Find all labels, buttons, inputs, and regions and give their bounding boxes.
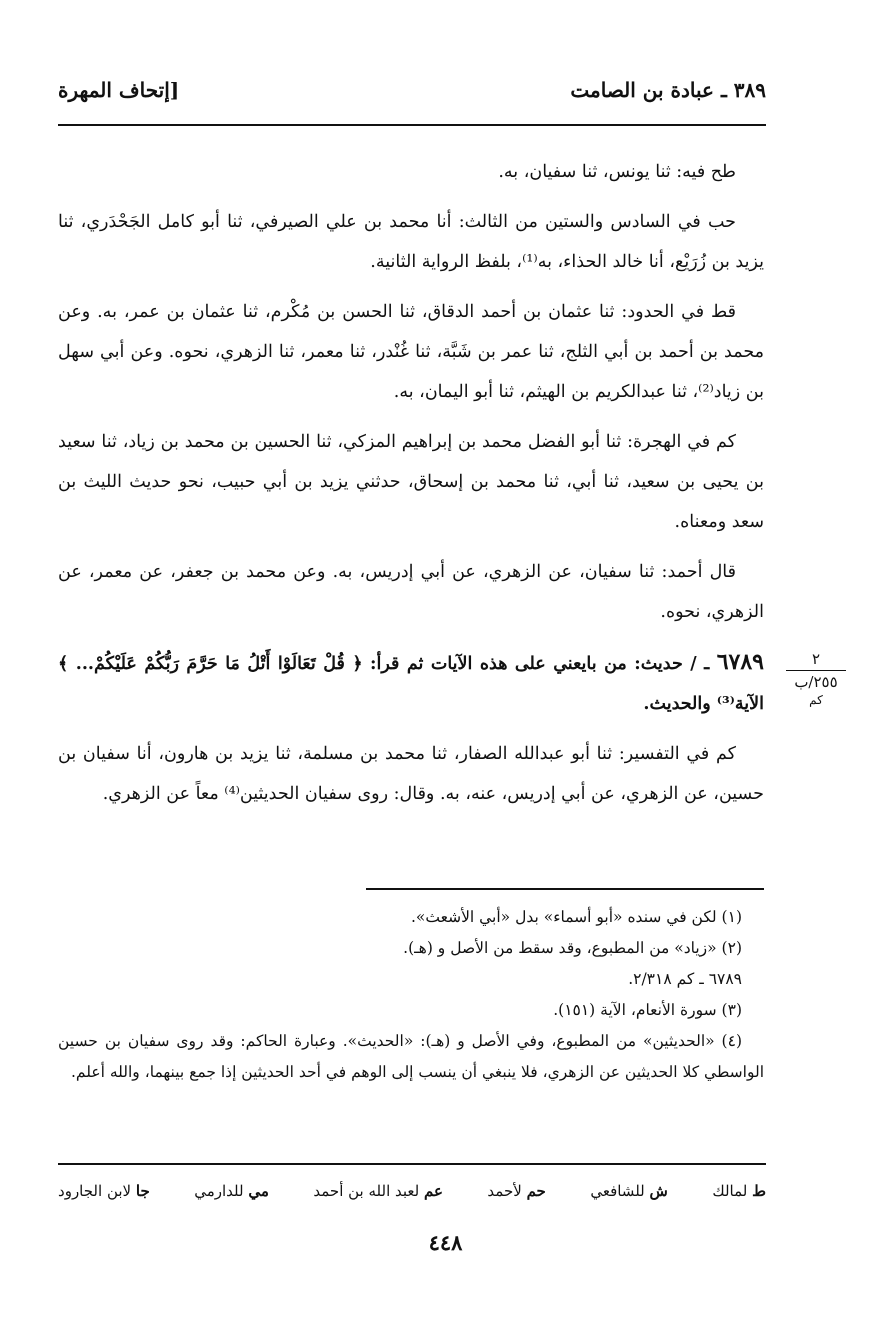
margin-note (786, 648, 846, 707)
footnote: (٣) سورة الأنعام، الآية (١٥١). (553, 1001, 742, 1019)
paragraph: قال أحمد: ثنا سفيان، عن الزهري، عن أبي إدريس، به. وعن محمد بن جعفر، عن معمر، عن الزهري، نحوه. (58, 562, 764, 622)
key-item: ش للشافعي (590, 1182, 668, 1200)
header-rule (58, 124, 766, 126)
key-item: ط لمالك (712, 1182, 766, 1200)
footnote: (٢) «زياد» من المطبوع، وقد سقط من الأصل و (هـ). (403, 939, 742, 957)
abbreviation-key (58, 1178, 766, 1204)
running-header (58, 70, 766, 110)
margin-note-volume: ٢ (786, 648, 846, 671)
margin-note-source: كم (809, 693, 823, 707)
hadith-entry (58, 642, 764, 724)
key-rule (58, 1163, 766, 1165)
paragraph: حب في السادس والستين من الثالث: أنا محمد بن علي الصيرفي، ثنا أبو كامل الجَحْدَري، ثنا يزيد بن زُرَيْع، أنا خالد الحذاء، به⁽¹⁾، بلفظ الرواية الثانية. (58, 212, 764, 272)
key-item: عم لعبد الله بن أحمد (313, 1182, 443, 1200)
footnotes (58, 902, 764, 1088)
hadith-number: ٦٧٨٩ (716, 649, 764, 675)
footnote-rule (366, 888, 764, 890)
paragraph: كم في التفسير: ثنا أبو عبدالله الصفار، ثنا محمد بن مسلمة، ثنا يزيد بن هارون، أنا سفيان بن حسين، عن الزهري، عن أبي إدريس، عنه، به. وقال: روى سفيان الحديثين⁽⁴⁾ معاً عن الزهري. (58, 744, 764, 804)
key-item: حم لأحمد (487, 1182, 546, 1200)
margin-note-folio: ٢٥٥/ب (794, 673, 838, 691)
header-chapter-title: ٣٨٩ ـ عبادة بن الصامت (570, 78, 766, 102)
paragraph: طح فيه: ثنا يونس، ثنا سفيان، به. (498, 162, 736, 182)
footnote: (١) لكن في سنده «أبو أسماء» بدل «أبي الأشعث». (410, 908, 742, 926)
paragraph: قط في الحدود: ثنا عثمان بن أحمد الدقاق، ثنا الحسن بن مُكْرم، ثنا عثمان بن عمر، به. وعن محمد بن أحمد بن أبي الثلج، ثنا عمر بن شَبَّة، ثنا غُنْدر، ثنا معمر، ثنا الزهري، نحوه. وعن أبي سهل بن زياد⁽²⁾، ثنا عبدالكريم بن الهيثم، ثنا أبو اليمان، به. (58, 302, 764, 402)
key-item: مي للدارمي (194, 1182, 269, 1200)
page-number: ٤٤٨ (428, 1230, 463, 1255)
header-book-title: [إتحاف المهرة (58, 78, 180, 102)
footnote: (٤) «الحديثين» من المطبوع، وفي الأصل و (هـ): «الحديث». وعبارة الحاكم: وقد روى سفيان بن حسين الواسطي كلا الحديثين عن الزهري، فلا ينبغي أن ينسب إلى الوهم في أحد الحديثين إذا جمع بينهما، والله أعلم. (58, 1032, 764, 1081)
paragraph: كم في الهجرة: ثنا أبو الفضل محمد بن إبراهيم المزكي، ثنا الحسين بن محمد بن زياد، ثنا سعيد بن يحيى بن سعيد، ثنا أبي، ثنا محمد بن إسحاق، حدثني يزيد بن أبي حبيب، نحو حديث الليث بن سعد ومعناه. (58, 432, 764, 532)
key-item: جا لابن الجارود (58, 1182, 150, 1200)
hadith-text: ـ / حديث: من بايعني على هذه الآيات ثم قرأ: ﴿ قُلْ تَعَالَوْا أَتْلُ مَا حَرَّمَ رَبُّكُمْ عَلَيْكُمْ... ﴾ الآية⁽³⁾ والحديث. (58, 654, 764, 714)
footnote: ٦٧٨٩ ـ كم ٢/٣١٨. (628, 970, 742, 988)
main-text (58, 152, 764, 824)
